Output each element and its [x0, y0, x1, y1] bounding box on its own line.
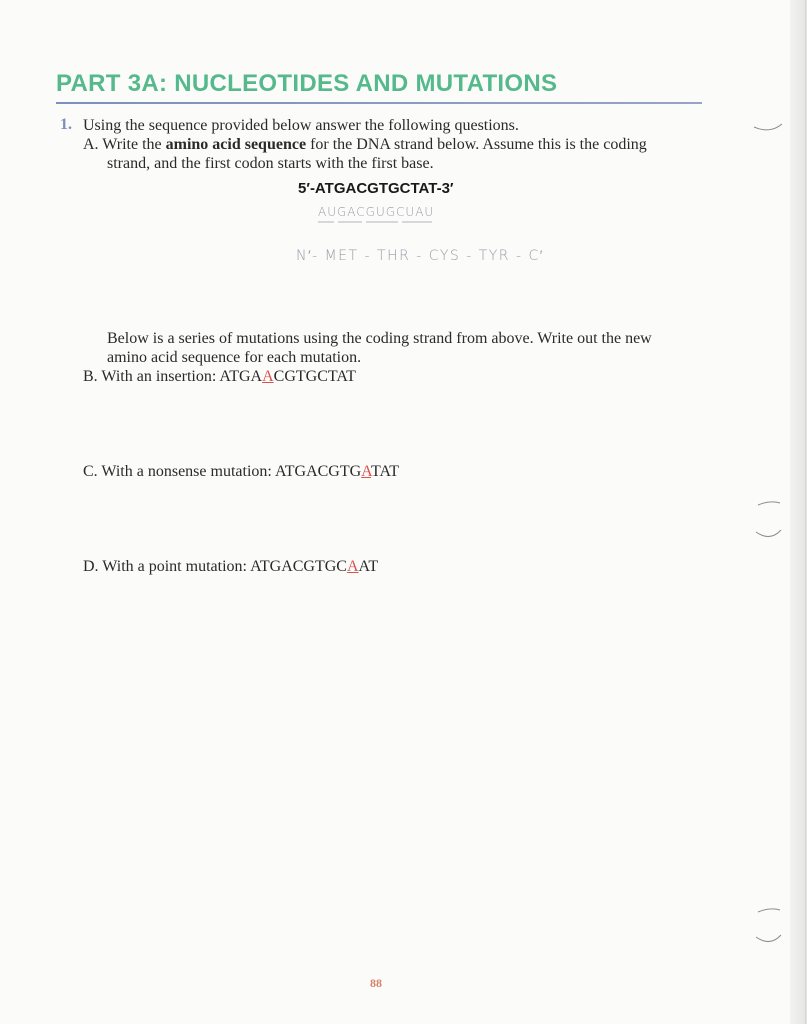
- part-d-mutation: A: [346, 558, 359, 575]
- binder-mark-bottom-lower: [756, 935, 781, 942]
- part-a-text-post: for the DNA strand below. Assume this is the coding: [306, 136, 647, 153]
- part-c-label: With a nonsense mutation:: [101, 463, 275, 480]
- dna-sequence: 5′-ATGACGTGCTAT-3′: [298, 180, 454, 197]
- part-b-seq-pre: ATGA: [219, 368, 263, 385]
- binder-mark-top: [754, 124, 782, 130]
- part-d-seq-post: AT: [358, 558, 379, 575]
- page-number: 88: [370, 976, 382, 990]
- binder-mark-mid-upper: [758, 502, 780, 505]
- part-b-label: With an insertion:: [101, 368, 220, 385]
- part-a-bold: amino acid sequence: [165, 136, 307, 153]
- part-a-text-pre: Write the: [102, 136, 166, 153]
- mutation-intro-line-1: Below is a series of mutations using the coding strand from above. Write out the new: [107, 330, 652, 347]
- part-b-mutation: A: [262, 368, 274, 385]
- part-d-label: With a point mutation:: [102, 558, 251, 575]
- part-a-letter: A.: [83, 136, 99, 153]
- part-c-seq-pre: ATGACGTG: [274, 463, 362, 480]
- mutation-intro-line-2: amino acid sequence for each mutation.: [107, 349, 362, 366]
- question-number: 1.: [60, 116, 72, 133]
- handwritten-rna: AUGACGUGCUAU: [318, 205, 435, 219]
- binder-mark-mid-lower: [756, 530, 781, 537]
- part-b-letter: B.: [83, 368, 98, 385]
- part-c-mutation: A: [361, 463, 371, 480]
- handwritten-amino-acids: N′- MET - THR - CYS - TYR - C′: [296, 248, 544, 264]
- part-a-line-2: strand, and the first codon starts with the first base.: [107, 155, 434, 172]
- part-b-seq-post: CGTGCTAT: [273, 368, 356, 385]
- question-intro: Using the sequence provided below answer the following questions.: [83, 117, 519, 134]
- part-d-seq-pre: ATGACGTGC: [250, 558, 347, 575]
- binder-mark-bottom-upper: [758, 909, 780, 912]
- part-c-letter: C.: [83, 463, 98, 480]
- part-c-seq-post: TAT: [370, 463, 399, 480]
- section-title: PART 3A: NUCLEOTIDES AND MUTATIONS: [56, 70, 558, 97]
- part-d-letter: D.: [83, 558, 99, 575]
